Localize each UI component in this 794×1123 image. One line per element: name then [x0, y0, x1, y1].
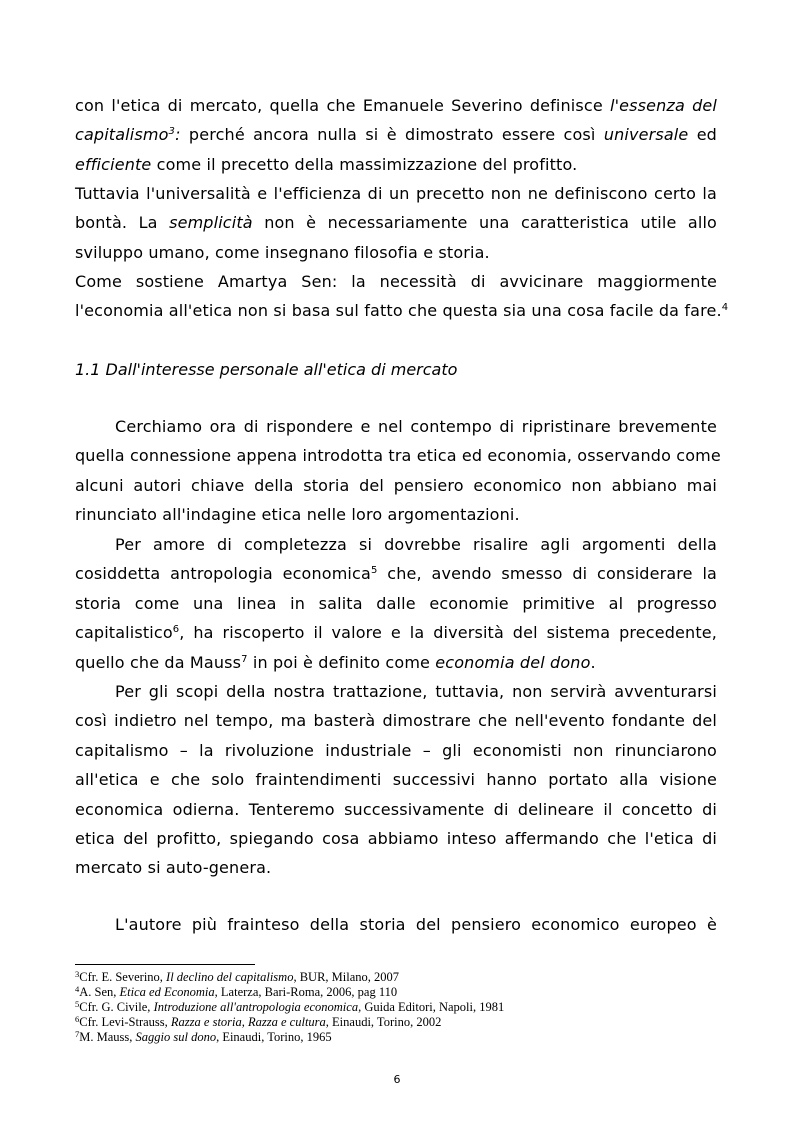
text-line [75, 91, 717, 120]
footnote-ref-3: 3 [168, 126, 176, 138]
footnote-number: 5 [75, 999, 80, 1009]
text-line [75, 618, 717, 647]
text-run: capitalistico [75, 623, 173, 643]
footnote-number: 3 [75, 969, 80, 979]
footnote-3 [75, 970, 735, 985]
text-line: Tuttavia l'universalità e l'efficienza di un precetto non ne definiscono certo la [75, 184, 717, 203]
footnote-text: Cfr. E. Severino, [79, 970, 167, 984]
text-run: quello che da Mauss [75, 652, 242, 672]
text-line: mercato si auto-genera. [75, 858, 272, 878]
footnote-text: M. Mauss, [79, 1030, 136, 1044]
paragraph-2 [75, 179, 717, 267]
text-run: che, avendo smesso di considerare la [377, 564, 717, 584]
footnote-text: A. Sen, [79, 985, 120, 999]
text-line: capitalismo – la rivoluzione industriale – gli economisti non rinunciarono [75, 740, 717, 760]
footnote-title: Saggio sul dono [135, 1030, 217, 1044]
footnote-title: Il declino del capitalismo [166, 970, 294, 984]
paragraph-3 [75, 267, 729, 326]
paragraph-4 [75, 412, 721, 530]
italic-text: economia del dono [435, 652, 591, 672]
footnote-title: Introduzione all'antropologia economica [153, 1000, 359, 1014]
text-run: con l'etica di mercato, quella che Emanuele Severino definisce [75, 96, 611, 115]
text-line: economica odierna. Tenteremo successivamente di delineare il concetto di [75, 799, 717, 819]
italic-text: l'essenza del [610, 96, 718, 115]
text-line [75, 648, 717, 677]
text-line [75, 120, 717, 149]
footnote-separator [75, 964, 255, 965]
footnote-5 [75, 1000, 735, 1015]
text-line: Per gli scopi della nostra trattazione, tuttavia, non servirà avventurarsi [115, 682, 717, 701]
text-run: ed [688, 125, 717, 145]
text-line [75, 559, 717, 588]
footnote-text: Cfr. G. Civile, [79, 1000, 154, 1014]
text-run: in poi è definito come [247, 652, 436, 672]
text-line: quella connessione appena introdotta tra etica ed economia, osservando come [75, 446, 721, 466]
text-run: perché ancora nulla si è dimostrato essere così [180, 125, 604, 145]
footnote-text: , Guida Editori, Napoli, 1981 [358, 1000, 505, 1014]
footnote-number: 7 [75, 1029, 80, 1039]
paragraph-7 [75, 910, 717, 939]
text-run: , ha riscoperto il valore e la diversità del sistema precedente, [179, 623, 717, 643]
text-line: Per amore di completezza si dovrebbe risalire agli argomenti della [115, 535, 717, 554]
text-line: Cerchiamo ora di rispondere e nel contempo di ripristinare brevemente [115, 417, 717, 436]
paragraph-5 [75, 530, 717, 677]
italic-text: universale [603, 125, 689, 145]
footnote-number: 4 [75, 984, 80, 994]
text-line: L'autore più frainteso della storia del pensiero economico europeo è [115, 915, 717, 934]
text-run: come il precetto della massimizzazione del profitto. [151, 154, 578, 174]
footnote-number: 6 [75, 1014, 80, 1024]
section-heading: 1.1 Dall'interesse personale all'etica di mercato [75, 360, 458, 379]
text-run: cosiddetta antropologia economica [75, 564, 371, 584]
italic-text: efficiente [75, 154, 152, 174]
footnote-text: Cfr. Levi-Strauss, [79, 1015, 171, 1029]
text-line [75, 150, 717, 179]
text-run: . [590, 652, 596, 672]
text-line: sviluppo umano, come insegnano filosofia e storia. [75, 242, 490, 262]
footnotes [75, 970, 735, 1045]
italic-text: : [175, 125, 181, 145]
footnote-text: , BUR, Milano, 2007 [293, 970, 400, 984]
footnote-7 [75, 1030, 735, 1045]
text-run: l'economia all'etica non si basa sul fatto che questa sia una cosa facile da fare. [75, 301, 722, 321]
text-line [75, 296, 729, 325]
text-line: all'etica e che solo fraintendimenti successivi hanno portato alla visione [75, 770, 717, 790]
footnote-text: , Einaudi, Torino, 1965 [216, 1030, 332, 1044]
text-line: Come sostiene Amartya Sen: la necessità di avvicinare maggiormente [75, 272, 717, 291]
text-run: non è necessariamente una caratteristica utile allo [252, 213, 717, 233]
footnote-text: , Laterza, Bari-Roma, 2006, pag 110 [214, 985, 398, 999]
text-line: etica del profitto, spiegando cosa abbiamo inteso affermando che l'etica di [75, 828, 717, 848]
text-line: alcuni autori chiave della storia del pensiero economico non abbiano mai [75, 475, 717, 495]
text-line: storia come una linea in salita dalle economie primitive al progresso [75, 593, 717, 613]
footnote-title: Etica ed Economia [119, 985, 215, 999]
text-line: così indietro nel tempo, ma basterà dimostrare che nell'evento fondante del [75, 711, 717, 731]
paragraph-1 [75, 91, 717, 179]
text-run: bontà. La [75, 213, 170, 233]
italic-text: capitalismo [75, 125, 169, 145]
paragraph-6 [75, 677, 717, 883]
footnote-4 [75, 985, 735, 1000]
page-number: 6 [393, 1073, 401, 1086]
footnote-title: Razza e storia, Razza e cultura [170, 1015, 326, 1029]
footnote-text: , Einaudi, Torino, 2002 [325, 1015, 442, 1029]
footnote-ref-5: 5 [370, 565, 378, 577]
footnote-ref-6: 6 [172, 624, 180, 636]
italic-text: semplicità [169, 213, 253, 233]
text-line [75, 208, 717, 237]
footnote-ref-4: 4 [721, 302, 729, 314]
footnote-6 [75, 1015, 735, 1030]
text-line: rinunciato all'indagine etica nelle loro argomentazioni. [75, 505, 520, 525]
footnote-ref-7: 7 [241, 653, 248, 665]
